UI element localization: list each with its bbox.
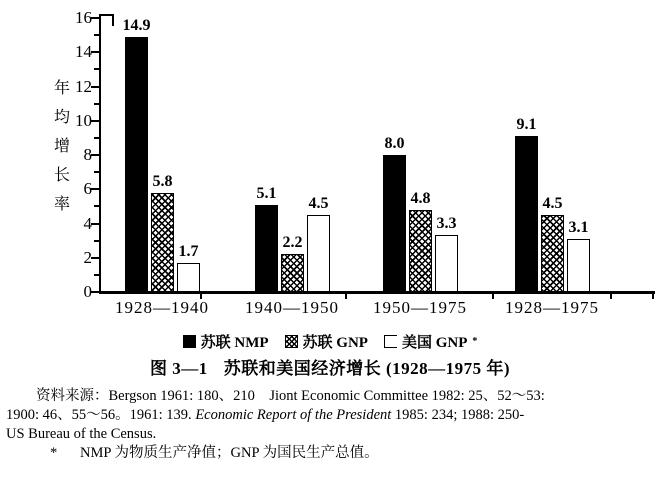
source-line-3: US Bureau of the Census. (6, 426, 157, 442)
source-line-2-text: 1900: 46、55～56。1961: 139. (6, 407, 196, 423)
y-tick-label: 0 (83, 282, 92, 301)
y-tick (94, 137, 99, 139)
y-tick (94, 34, 99, 36)
y-tick-label: 4 (83, 213, 92, 233)
source-line-2 (6, 406, 654, 425)
bar-value-label: 2.2 (282, 234, 303, 251)
legend-item (384, 331, 477, 352)
figure-title: 苏联和美国经济增长 (1928—1975 年) (223, 359, 511, 378)
bar (281, 254, 304, 292)
y-tick (94, 103, 99, 105)
legend-item (285, 331, 368, 352)
bar-value-label: 4.5 (308, 195, 329, 212)
y-tick-label: 6 (83, 179, 92, 199)
bar (177, 263, 200, 292)
bar-value-label: 8.0 (384, 135, 405, 152)
y-tick (94, 68, 99, 70)
figure-caption (0, 354, 660, 379)
bar (567, 239, 590, 292)
y-tick (91, 51, 99, 53)
bar (435, 235, 458, 292)
y-tick-label: 12 (75, 76, 92, 96)
y-tick (94, 171, 99, 173)
source-note (6, 387, 654, 463)
bar (307, 215, 330, 292)
y-tick (91, 257, 99, 259)
legend-label: 苏联 NMP (200, 335, 269, 351)
y-axis-title-char: 率 (53, 196, 70, 213)
y-tick (94, 205, 99, 207)
x-category-label: 1928—1940 (115, 298, 209, 317)
x-category-label: 1928—1975 (505, 298, 599, 317)
bar-value-label: 9.1 (516, 116, 537, 133)
legend-item (183, 331, 269, 352)
y-tick-label: 14 (75, 42, 92, 62)
y-axis-line (99, 14, 101, 294)
y-tick (94, 274, 99, 276)
y-axis-title-char: 增 (53, 138, 70, 155)
y-tick-label: 16 (75, 8, 92, 27)
bar (515, 136, 538, 292)
footnote-text: NMP 为物质生产净值；GNP 为国民生产总值。 (80, 445, 379, 461)
footnote (6, 444, 654, 463)
y-tick (91, 291, 99, 293)
bar-value-label: 14.9 (122, 17, 151, 34)
y-tick-label: 10 (75, 110, 92, 130)
bar (125, 37, 148, 292)
figure-label: 图 3—1 (149, 359, 208, 378)
y-tick (91, 86, 99, 88)
bar-value-label: 4.5 (542, 195, 563, 212)
legend-label: 苏联 GNP (302, 335, 368, 351)
y-tick-label: 8 (83, 145, 92, 164)
source-line-1: 资料来源：Bergson 1961: 180、210 Jiont Economic Committee 1982: 25、52～53: (36, 388, 545, 404)
bar-value-label: 5.1 (256, 185, 277, 202)
bar (383, 155, 406, 292)
y-tick-label: 2 (83, 247, 92, 267)
legend-label-superscript: * (472, 336, 478, 347)
diagonal-crosshatch-swatch-icon (285, 335, 298, 348)
y-tick (91, 154, 99, 156)
white-outline-swatch-icon (384, 335, 397, 348)
footnote-marker: * (50, 445, 58, 461)
y-axis-title-char: 长 (53, 167, 70, 184)
bar-value-label: 3.3 (436, 215, 457, 232)
solid-black-swatch-icon (183, 335, 196, 348)
source-line-2-italic-title: Economic Report of the President (195, 407, 392, 423)
y-tick (91, 188, 99, 190)
y-tick (91, 17, 99, 19)
y-tick (91, 223, 99, 225)
x-tick (652, 294, 654, 299)
x-category-label: 1940—1950 (245, 298, 339, 317)
bar-value-label: 5.8 (152, 173, 173, 190)
bar-value-label: 1.7 (178, 243, 199, 260)
y-tick (91, 120, 99, 122)
y-axis-title-char: 均 (53, 109, 70, 126)
y-tick (94, 240, 99, 242)
legend-label: 美国 GNP (401, 335, 468, 351)
source-line-2-tail: 1985: 234; 1988: 250- (391, 407, 525, 423)
x-category-label: 1950—1975 (373, 298, 467, 317)
chart-legend (0, 331, 660, 352)
bar-value-label: 3.1 (568, 219, 589, 236)
y-axis-title-char: 年 (53, 80, 70, 97)
bar-value-label: 4.8 (410, 190, 431, 207)
